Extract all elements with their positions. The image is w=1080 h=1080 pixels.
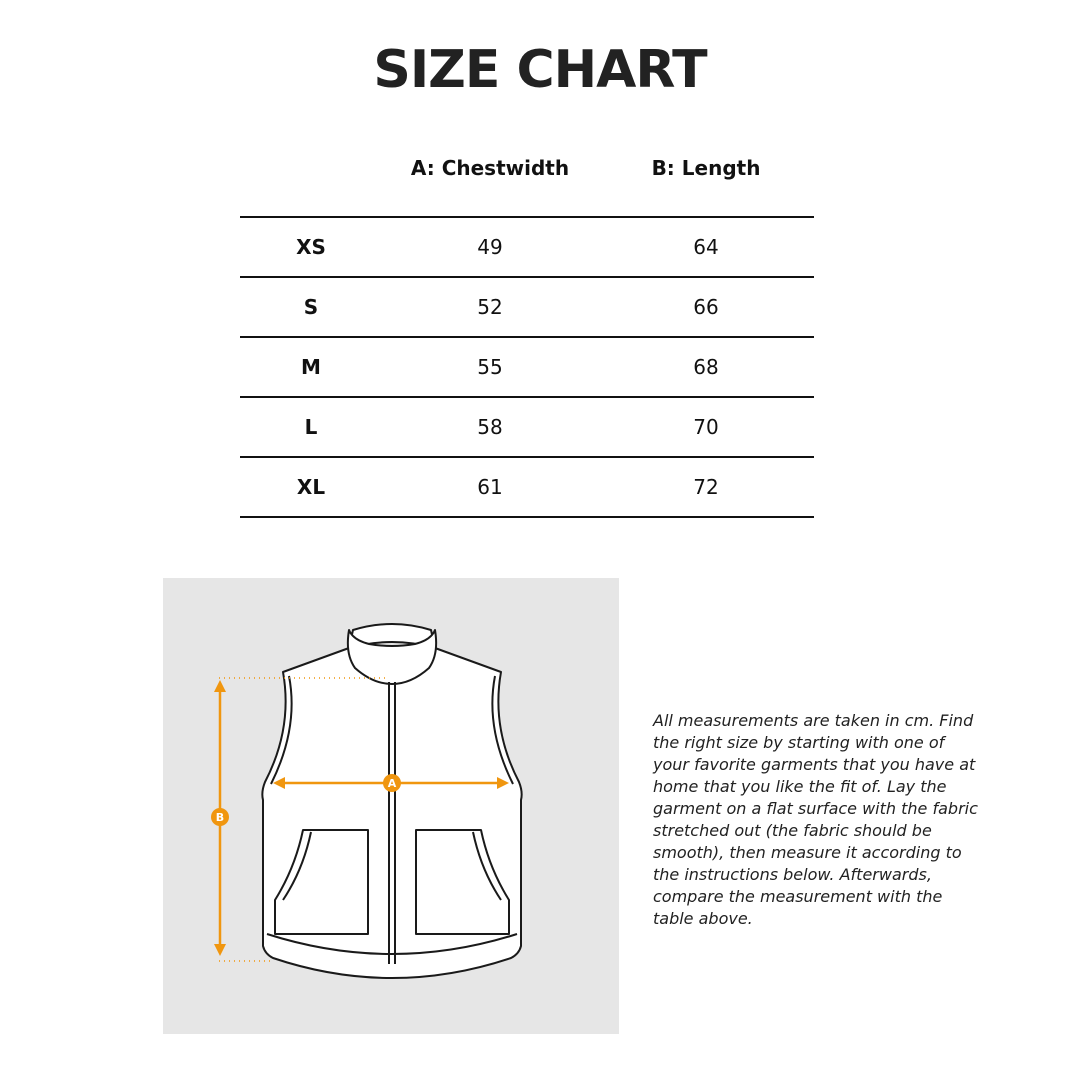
size-table <box>240 150 814 518</box>
length-value: 66 <box>693 295 719 319</box>
length-value: 68 <box>693 355 719 379</box>
vest-illustration <box>163 578 619 1034</box>
table-row <box>240 278 814 338</box>
length-arrow-top <box>214 680 226 692</box>
measurement-instructions: All measurements are taken in cm. Find the right size by starting with one of your favorite garments that you have at home that you like the fit of. Lay the garment on a flat surface with the fabric stretched out (the fabric should be smooth), then measure it according to the instructions below. Afterwards, compare the measurement with the table above. <box>653 711 978 928</box>
page-title: SIZE CHART <box>373 40 707 100</box>
size-label: M <box>301 355 321 379</box>
chestwidth-value: 52 <box>477 295 503 319</box>
vest-measurement-diagram <box>163 578 619 1034</box>
table-body <box>240 216 814 518</box>
size-label: XL <box>296 475 326 499</box>
table-header <box>240 150 814 216</box>
marker-b-label: B <box>215 811 225 824</box>
length-value: 72 <box>693 475 719 499</box>
table-row <box>240 458 814 518</box>
chestwidth-value: 58 <box>477 415 503 439</box>
chestwidth-value: 61 <box>477 475 503 499</box>
chestwidth-value: 55 <box>477 355 503 379</box>
table-row <box>240 218 814 278</box>
header-chestwidth: A: Chestwidth <box>410 156 570 180</box>
table-row <box>240 338 814 398</box>
length-arrow-bottom <box>214 944 226 956</box>
marker-a-label: A <box>387 777 397 790</box>
size-label: L <box>304 415 318 439</box>
size-label: XS <box>296 235 326 259</box>
table-row <box>240 398 814 458</box>
size-label: S <box>303 295 319 319</box>
length-value: 64 <box>693 235 719 259</box>
header-length: B: Length <box>651 156 761 180</box>
chestwidth-value: 49 <box>477 235 503 259</box>
length-value: 70 <box>693 415 719 439</box>
